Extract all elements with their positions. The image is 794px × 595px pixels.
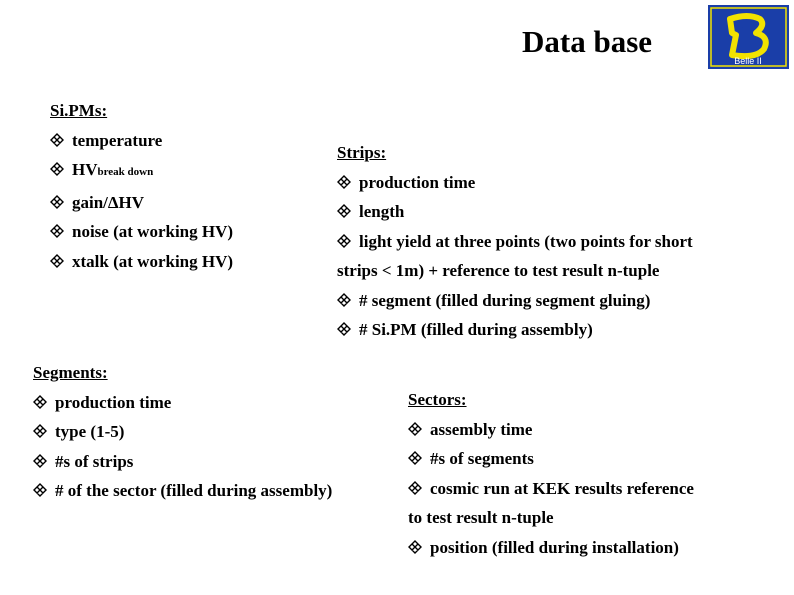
list-item: HVbreak down (50, 155, 233, 188)
list-item: cosmic run at KEK results reference (408, 474, 694, 504)
sipms-section (50, 96, 233, 276)
diamond-quad-bullet-icon (50, 155, 72, 185)
list-item: type (1-5) (33, 417, 332, 447)
sectors-heading: Sectors: (408, 390, 467, 409)
list-item: production time (337, 168, 693, 198)
list-item: # segment (filled during segment gluing) (337, 286, 693, 316)
segments-section (33, 358, 332, 506)
svg-text:Belle II: Belle II (734, 56, 762, 66)
list-item: light yield at three points (two points for short (337, 227, 693, 257)
list-item: # Si.PM (filled during assembly) (337, 315, 693, 345)
slide-title: Data base (522, 24, 653, 59)
sectors-section (408, 385, 694, 562)
diamond-quad-bullet-icon (50, 247, 72, 277)
diamond-quad-bullet-icon (408, 415, 430, 445)
list-item: xtalk (at working HV) (50, 247, 233, 277)
sipms-heading: Si.PMs: (50, 101, 108, 120)
list-item: temperature (50, 126, 233, 156)
list-item: # of the sector (filled during assembly) (33, 476, 332, 506)
diamond-quad-bullet-icon (337, 315, 359, 345)
diamond-quad-bullet-icon (337, 168, 359, 198)
diamond-quad-bullet-icon (50, 188, 72, 218)
list-item: position (filled during installation) (408, 533, 694, 563)
segments-heading: Segments: (33, 363, 108, 382)
diamond-quad-bullet-icon (408, 474, 430, 504)
cosmic-continuation: to test result n-tuple (408, 508, 554, 527)
diamond-quad-bullet-icon (337, 227, 359, 257)
strips-section (337, 138, 693, 345)
list-item: production time (33, 388, 332, 418)
diamond-quad-bullet-icon (50, 126, 72, 156)
diamond-quad-bullet-icon (33, 388, 55, 418)
diamond-quad-bullet-icon (33, 447, 55, 477)
light-yield-continuation: strips < 1m) + reference to test result n-tuple (337, 261, 660, 280)
belle-ii-logo-icon (708, 5, 789, 69)
diamond-quad-bullet-icon (408, 533, 430, 563)
diamond-quad-bullet-icon (33, 417, 55, 447)
list-item: #s of segments (408, 444, 694, 474)
list-item: length (337, 197, 693, 227)
diamond-quad-bullet-icon (50, 217, 72, 247)
diamond-quad-bullet-icon (33, 476, 55, 506)
strips-heading: Strips: (337, 143, 387, 162)
diamond-quad-bullet-icon (337, 286, 359, 316)
hv-subscript: break down (97, 166, 154, 178)
list-item: gain/ΔHV (50, 188, 233, 218)
list-item: #s of strips (33, 447, 332, 477)
diamond-quad-bullet-icon (408, 444, 430, 474)
diamond-quad-bullet-icon (337, 197, 359, 227)
list-item: assembly time (408, 415, 694, 445)
list-item: noise (at working HV) (50, 217, 233, 247)
